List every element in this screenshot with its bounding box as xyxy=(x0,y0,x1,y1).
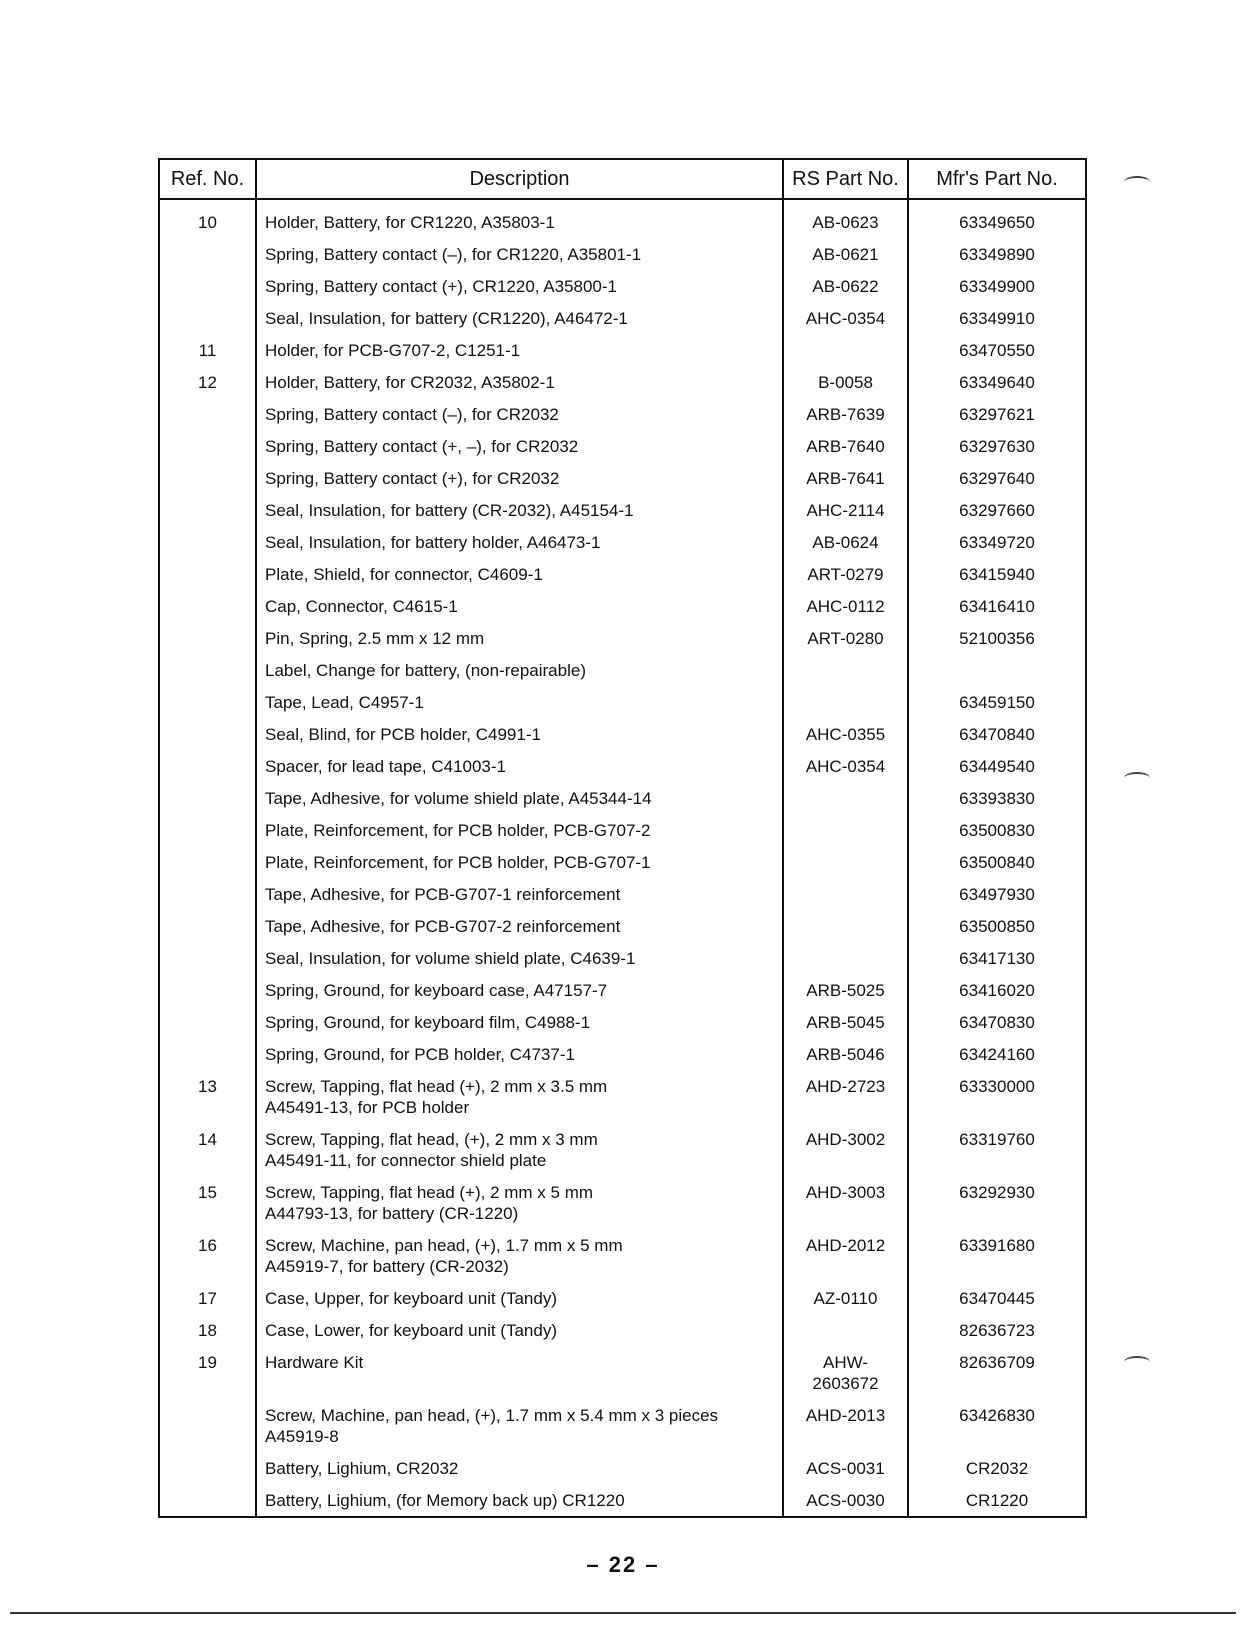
rs-part-no-cell: ARB-7639 xyxy=(783,398,908,430)
table-row xyxy=(159,622,1086,654)
rs-part-no-cell: ARB-5025 xyxy=(783,974,908,1006)
description-line: Spring, Battery contact (–), for CR2032 xyxy=(265,405,559,424)
mfr-part-no-cell: 63393830 xyxy=(908,782,1086,814)
margin-mark xyxy=(1124,772,1150,784)
rs-part-no-cell: AHC-0112 xyxy=(783,590,908,622)
table-row xyxy=(159,750,1086,782)
description-line: Holder, Battery, for CR1220, A35803-1 xyxy=(265,213,555,232)
rs-part-no-cell: AB-0623 xyxy=(783,199,908,238)
rs-part-no-cell xyxy=(783,686,908,718)
ref-no-cell: 15 xyxy=(159,1176,256,1229)
rs-part-no-cell: AB-0621 xyxy=(783,238,908,270)
description-cell xyxy=(256,814,783,846)
header-ref-no: Ref. No. xyxy=(159,159,256,199)
rs-part-no-cell: AHD-3003 xyxy=(783,1176,908,1229)
ref-no-cell xyxy=(159,622,256,654)
description-line: Spring, Ground, for PCB holder, C4737-1 xyxy=(265,1045,575,1064)
ref-no-cell xyxy=(159,942,256,974)
ref-no-cell: 14 xyxy=(159,1123,256,1176)
description-cell xyxy=(256,558,783,590)
ref-no-cell: 12 xyxy=(159,366,256,398)
rs-part-no-cell: AHC-0354 xyxy=(783,302,908,334)
parts-table-body xyxy=(159,199,1086,1517)
rs-part-no-cell xyxy=(783,334,908,366)
page-number: – 22 – xyxy=(586,1552,660,1577)
table-row xyxy=(159,1176,1086,1229)
description-line: Plate, Reinforcement, for PCB holder, PCB-G707-2 xyxy=(265,821,651,840)
parts-table xyxy=(158,158,1087,1518)
description-cell xyxy=(256,718,783,750)
ref-no-cell: 10 xyxy=(159,199,256,238)
ref-no-cell xyxy=(159,718,256,750)
table-row xyxy=(159,558,1086,590)
description-line: Tape, Adhesive, for volume shield plate, A45344-14 xyxy=(265,789,652,808)
mfr-part-no-cell: 63330000 xyxy=(908,1070,1086,1123)
description-line: Holder, Battery, for CR2032, A35802-1 xyxy=(265,373,555,392)
description-line: Seal, Blind, for PCB holder, C4991-1 xyxy=(265,725,541,744)
ref-no-cell xyxy=(159,1452,256,1484)
mfr-part-no-cell: 52100356 xyxy=(908,622,1086,654)
mfr-part-no-cell: 63349910 xyxy=(908,302,1086,334)
description-line: Screw, Tapping, flat head (+), 2 mm x 5 mm xyxy=(265,1183,594,1202)
description-cell xyxy=(256,1123,783,1176)
description-cell xyxy=(256,590,783,622)
mfr-part-no-cell: CR2032 xyxy=(908,1452,1086,1484)
table-row xyxy=(159,814,1086,846)
rs-part-no-cell: AB-0622 xyxy=(783,270,908,302)
mfr-part-no-cell: 63349900 xyxy=(908,270,1086,302)
table-row xyxy=(159,846,1086,878)
description-line: Seal, Insulation, for battery holder, A46473-1 xyxy=(265,533,601,552)
description-cell xyxy=(256,942,783,974)
description-cell xyxy=(256,974,783,1006)
description-line: Screw, Machine, pan head, (+), 1.7 mm x 5 mm xyxy=(265,1236,623,1255)
ref-no-cell xyxy=(159,878,256,910)
mfr-part-no-cell: 63500850 xyxy=(908,910,1086,942)
rs-part-no-cell xyxy=(783,782,908,814)
description-cell xyxy=(256,199,783,238)
mfr-part-no-cell: 63417130 xyxy=(908,942,1086,974)
ref-no-cell xyxy=(159,782,256,814)
mfr-part-no-cell: 63319760 xyxy=(908,1123,1086,1176)
description-line: Hardware Kit xyxy=(265,1353,364,1372)
mfr-part-no-cell: 63297621 xyxy=(908,398,1086,430)
table-row xyxy=(159,878,1086,910)
description-line: Case, Lower, for keyboard unit (Tandy) xyxy=(265,1321,557,1340)
mfr-part-no-cell: 63349720 xyxy=(908,526,1086,558)
description-cell xyxy=(256,782,783,814)
description-line: Seal, Insulation, for volume shield plate, C4639-1 xyxy=(265,949,636,968)
table-row xyxy=(159,302,1086,334)
description-cell xyxy=(256,1176,783,1229)
header-rs-part-no: RS Part No. xyxy=(783,159,908,199)
rs-part-no-cell: AHC-0354 xyxy=(783,750,908,782)
table-row xyxy=(159,1484,1086,1517)
mfr-part-no-cell: 82636709 xyxy=(908,1346,1086,1399)
table-row xyxy=(159,398,1086,430)
ref-no-cell xyxy=(159,590,256,622)
mfr-part-no-cell: 63349650 xyxy=(908,199,1086,238)
table-row xyxy=(159,686,1086,718)
ref-no-cell: 17 xyxy=(159,1282,256,1314)
mfr-part-no-cell: 63415940 xyxy=(908,558,1086,590)
mfr-part-no-cell: 63470445 xyxy=(908,1282,1086,1314)
margin-mark xyxy=(1124,1356,1150,1368)
table-row xyxy=(159,526,1086,558)
mfr-part-no-cell: 63416410 xyxy=(908,590,1086,622)
rs-part-no-cell xyxy=(783,654,908,686)
rs-part-no-cell: AHD-2013 xyxy=(783,1399,908,1452)
table-row xyxy=(159,462,1086,494)
table-row xyxy=(159,199,1086,238)
table-row xyxy=(159,654,1086,686)
rs-part-no-cell: ACS-0030 xyxy=(783,1484,908,1517)
ref-no-cell xyxy=(159,302,256,334)
table-row xyxy=(159,1006,1086,1038)
rs-part-no-cell: AHC-2114 xyxy=(783,494,908,526)
description-cell xyxy=(256,1346,783,1399)
description-cell xyxy=(256,1399,783,1452)
description-line: Spring, Battery contact (+), CR1220, A35800-1 xyxy=(265,277,618,296)
table-row xyxy=(159,910,1086,942)
ref-no-cell xyxy=(159,686,256,718)
mfr-part-no-cell: 63424160 xyxy=(908,1038,1086,1070)
description-cell xyxy=(256,1006,783,1038)
rs-part-no-cell: AHD-2012 xyxy=(783,1229,908,1282)
mfr-part-no-cell: 63500840 xyxy=(908,846,1086,878)
description-line: Battery, Lighium, (for Memory back up) CR1220 xyxy=(265,1491,625,1510)
table-row xyxy=(159,270,1086,302)
description-cell xyxy=(256,270,783,302)
mfr-part-no-cell: 63449540 xyxy=(908,750,1086,782)
mfr-part-no-cell: 63297630 xyxy=(908,430,1086,462)
table-row xyxy=(159,590,1086,622)
table-row xyxy=(159,1123,1086,1176)
description-cell xyxy=(256,526,783,558)
mfr-part-no-cell: 82636723 xyxy=(908,1314,1086,1346)
description-cell xyxy=(256,1314,783,1346)
description-line: Pin, Spring, 2.5 mm x 12 mm xyxy=(265,629,485,648)
description-line: Plate, Reinforcement, for PCB holder, PCB-G707-1 xyxy=(265,853,651,872)
ref-no-cell xyxy=(159,814,256,846)
rs-part-no-cell: ART-0280 xyxy=(783,622,908,654)
description-cell xyxy=(256,334,783,366)
description-cell xyxy=(256,302,783,334)
ref-no-cell xyxy=(159,1399,256,1452)
rs-part-no-cell: ARB-7640 xyxy=(783,430,908,462)
description-cell xyxy=(256,1282,783,1314)
table-row xyxy=(159,1229,1086,1282)
rs-part-no-cell: AHW-2603672 xyxy=(783,1346,908,1399)
description-line: A45919-7, for battery (CR-2032) xyxy=(265,1257,509,1276)
ref-no-cell xyxy=(159,270,256,302)
description-line: A44793-13, for battery (CR-1220) xyxy=(265,1204,519,1223)
ref-no-cell: 16 xyxy=(159,1229,256,1282)
mfr-part-no-cell: 63500830 xyxy=(908,814,1086,846)
description-cell xyxy=(256,622,783,654)
description-cell xyxy=(256,1038,783,1070)
table-row xyxy=(159,366,1086,398)
ref-no-cell xyxy=(159,494,256,526)
description-cell xyxy=(256,494,783,526)
table-row xyxy=(159,430,1086,462)
rs-part-no-cell xyxy=(783,942,908,974)
ref-no-cell xyxy=(159,1484,256,1517)
ref-no-cell xyxy=(159,910,256,942)
ref-no-cell xyxy=(159,1006,256,1038)
description-cell xyxy=(256,686,783,718)
rs-part-no-cell: B-0058 xyxy=(783,366,908,398)
mfr-part-no-cell: 63349640 xyxy=(908,366,1086,398)
rs-part-no-cell: AHD-2723 xyxy=(783,1070,908,1123)
table-row xyxy=(159,1399,1086,1452)
description-cell xyxy=(256,846,783,878)
table-row xyxy=(159,1314,1086,1346)
description-cell xyxy=(256,1070,783,1123)
description-line: Spring, Ground, for keyboard case, A47157-7 xyxy=(265,981,608,1000)
ref-no-cell xyxy=(159,398,256,430)
description-line: Spring, Ground, for keyboard film, C4988-1 xyxy=(265,1013,591,1032)
description-line: A45919-8 xyxy=(265,1427,339,1446)
description-cell xyxy=(256,1484,783,1517)
mfr-part-no-cell: 63297660 xyxy=(908,494,1086,526)
mfr-part-no-cell: 63391680 xyxy=(908,1229,1086,1282)
mfr-part-no-cell: 63349890 xyxy=(908,238,1086,270)
mfr-part-no-cell: CR1220 xyxy=(908,1484,1086,1517)
mfr-part-no-cell: 63497930 xyxy=(908,878,1086,910)
mfr-part-no-cell: 63470550 xyxy=(908,334,1086,366)
ref-no-cell xyxy=(159,750,256,782)
header-mfr-part-no: Mfr's Part No. xyxy=(908,159,1086,199)
description-cell xyxy=(256,1452,783,1484)
rs-part-no-cell: ACS-0031 xyxy=(783,1452,908,1484)
description-line: Screw, Machine, pan head, (+), 1.7 mm x 5.4 mm x 3 pieces xyxy=(265,1406,719,1425)
description-cell xyxy=(256,750,783,782)
rs-part-no-cell: AHD-3002 xyxy=(783,1123,908,1176)
description-line: Label, Change for battery, (non-repairable) xyxy=(265,661,586,680)
rs-part-no-cell xyxy=(783,910,908,942)
description-line: Tape, Adhesive, for PCB-G707-2 reinforcement xyxy=(265,917,621,936)
table-row xyxy=(159,1346,1086,1399)
ref-no-cell xyxy=(159,1038,256,1070)
ref-no-cell xyxy=(159,462,256,494)
description-cell xyxy=(256,878,783,910)
description-line: Cap, Connector, C4615-1 xyxy=(265,597,458,616)
rs-part-no-cell xyxy=(783,1314,908,1346)
description-line: Holder, for PCB-G707-2, C1251-1 xyxy=(265,341,521,360)
ref-no-cell xyxy=(159,974,256,1006)
ref-no-cell: 18 xyxy=(159,1314,256,1346)
table-row xyxy=(159,1452,1086,1484)
table-row xyxy=(159,974,1086,1006)
mfr-part-no-cell: 63297640 xyxy=(908,462,1086,494)
mfr-part-no-cell: 63470840 xyxy=(908,718,1086,750)
description-cell xyxy=(256,238,783,270)
rs-part-no-cell: ARB-5045 xyxy=(783,1006,908,1038)
rs-part-no-cell xyxy=(783,846,908,878)
table-row xyxy=(159,1070,1086,1123)
description-line: Tape, Adhesive, for PCB-G707-1 reinforcement xyxy=(265,885,621,904)
table-row xyxy=(159,334,1086,366)
rs-part-no-cell: AHC-0355 xyxy=(783,718,908,750)
table-row xyxy=(159,1038,1086,1070)
rs-part-no-cell xyxy=(783,814,908,846)
mfr-part-no-cell: 63426830 xyxy=(908,1399,1086,1452)
header-description: Description xyxy=(256,159,783,199)
rs-part-no-cell: ARB-5046 xyxy=(783,1038,908,1070)
rs-part-no-cell: ARB-7641 xyxy=(783,462,908,494)
ref-no-cell xyxy=(159,526,256,558)
mfr-part-no-cell xyxy=(908,654,1086,686)
mfr-part-no-cell: 63459150 xyxy=(908,686,1086,718)
description-cell xyxy=(256,654,783,686)
description-cell xyxy=(256,1229,783,1282)
rs-part-no-cell xyxy=(783,878,908,910)
description-line: Spring, Battery contact (–), for CR1220, A35801-1 xyxy=(265,245,642,264)
rs-part-no-cell: AZ-0110 xyxy=(783,1282,908,1314)
description-cell xyxy=(256,430,783,462)
description-line: Seal, Insulation, for battery (CR1220), A46472-1 xyxy=(265,309,628,328)
table-header-row xyxy=(159,159,1086,199)
description-line: Battery, Lighium, CR2032 xyxy=(265,1459,459,1478)
ref-no-cell: 11 xyxy=(159,334,256,366)
description-cell xyxy=(256,366,783,398)
mfr-part-no-cell: 63470830 xyxy=(908,1006,1086,1038)
description-line: Tape, Lead, C4957-1 xyxy=(265,693,424,712)
ref-no-cell xyxy=(159,654,256,686)
rs-part-no-cell: AB-0624 xyxy=(783,526,908,558)
description-line: Screw, Tapping, flat head, (+), 2 mm x 3 mm xyxy=(265,1130,598,1149)
description-line: Spring, Battery contact (+, –), for CR2032 xyxy=(265,437,579,456)
description-line: Plate, Shield, for connector, C4609-1 xyxy=(265,565,543,584)
ref-no-cell xyxy=(159,238,256,270)
description-line: A45491-11, for connector shield plate xyxy=(265,1151,547,1170)
table-row xyxy=(159,782,1086,814)
margin-mark xyxy=(1124,176,1150,188)
table-row xyxy=(159,718,1086,750)
ref-no-cell: 19 xyxy=(159,1346,256,1399)
description-line: Seal, Insulation, for battery (CR-2032), A45154-1 xyxy=(265,501,634,520)
table-row xyxy=(159,942,1086,974)
ref-no-cell xyxy=(159,558,256,590)
ref-no-cell xyxy=(159,846,256,878)
description-line: Spacer, for lead tape, C41003-1 xyxy=(265,757,506,776)
table-row xyxy=(159,238,1086,270)
description-cell xyxy=(256,910,783,942)
description-cell xyxy=(256,398,783,430)
rs-part-no-cell: ART-0279 xyxy=(783,558,908,590)
description-line: Screw, Tapping, flat head (+), 2 mm x 3.5 mm xyxy=(265,1077,608,1096)
mfr-part-no-cell: 63292930 xyxy=(908,1176,1086,1229)
table-row xyxy=(159,494,1086,526)
ref-no-cell xyxy=(159,430,256,462)
ref-no-cell: 13 xyxy=(159,1070,256,1123)
description-line: Spring, Battery contact (+), for CR2032 xyxy=(265,469,560,488)
mfr-part-no-cell: 63416020 xyxy=(908,974,1086,1006)
description-line: Case, Upper, for keyboard unit (Tandy) xyxy=(265,1289,557,1308)
footer-rule xyxy=(10,1612,1236,1614)
table-row xyxy=(159,1282,1086,1314)
description-cell xyxy=(256,462,783,494)
description-line: A45491-13, for PCB holder xyxy=(265,1098,470,1117)
